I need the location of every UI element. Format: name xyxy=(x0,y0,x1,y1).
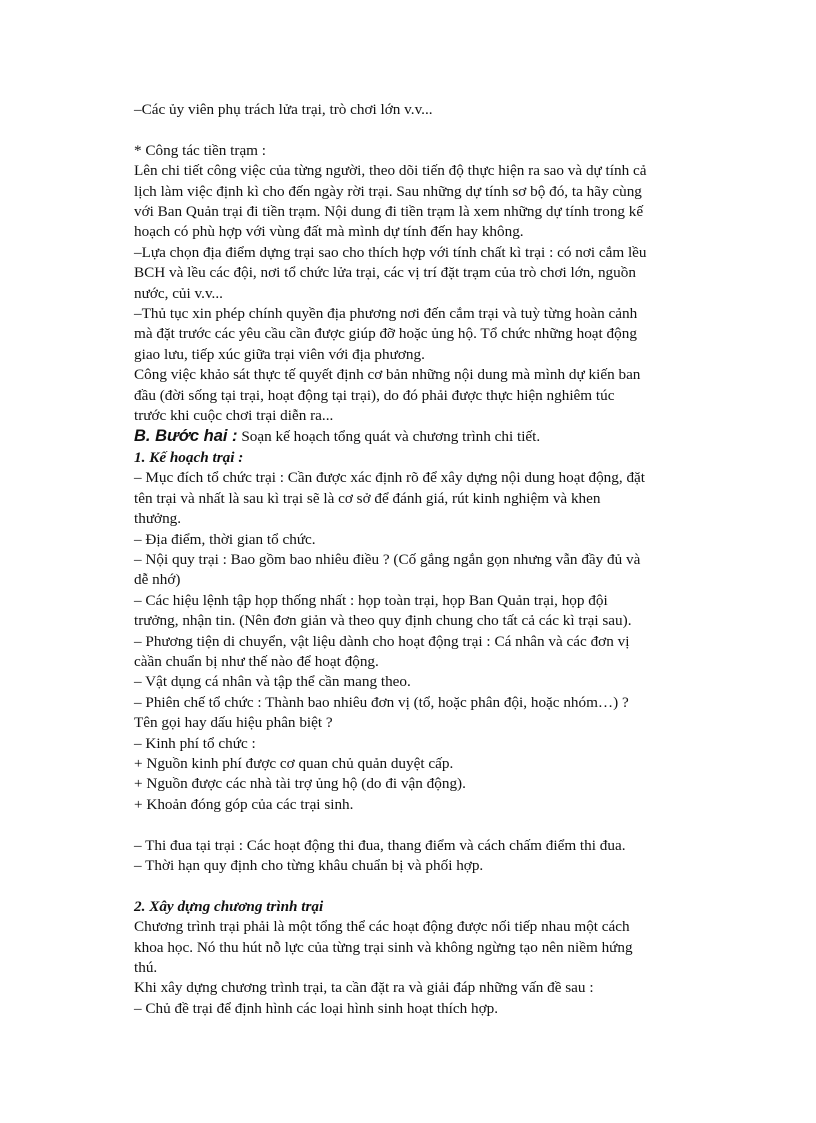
step-heading-label: B. Bước hai : xyxy=(134,427,238,446)
text-line: Chương trình trại phải là một tổng thể các hoạt động được nối tiếp nhau một cách xyxy=(134,918,630,936)
text-line: Lên chi tiết công việc của từng người, theo dõi tiến độ thực hiện ra sao và dự tính cả xyxy=(134,162,647,180)
text-line: + Nguồn kinh phí được cơ quan chủ quản duyệt cấp. xyxy=(134,754,454,772)
document-page xyxy=(134,100,694,1019)
text-line: dễ nhớ) xyxy=(134,571,181,589)
text-line: mà đặt trước các yêu cầu cần được giúp đỡ hoặc ủng hộ. Tổ chức những hoạt động xyxy=(134,325,637,343)
text-line: – Phương tiện di chuyển, vật liệu dành cho hoạt động trại : Cá nhân và các đơn vị xyxy=(134,632,630,650)
text-line: với Ban Quản trại đi tiền trạm. Nội dung đi tiền trạm là xem những dự tính trong kế xyxy=(134,203,644,221)
text-line: – Địa điểm, thời gian tổ chức. xyxy=(134,530,316,548)
subsection-heading: 1. Kế hoạch trại : xyxy=(134,448,244,466)
text-line: + Nguồn được các nhà tài trợ ủng hộ (do đi vận động). xyxy=(134,775,466,793)
text-line: đầu (đời sống tại trại, hoạt động tại trại), do đó phải được thực hiện nghiêm túc xyxy=(134,386,615,404)
step-heading-text: Soạn kế hoạch tổng quát và chương trình chi tiết. xyxy=(237,428,541,446)
text-line: hoạch có phù hợp với vùng đất mà mình dự tính đến hay không. xyxy=(134,223,524,241)
text-line: càần chuẩn bị như thế nào để hoạt động. xyxy=(134,652,379,670)
text-line: – Thi đua tại trại : Các hoạt động thi đua, thang điểm và cách chấm điểm thi đua. xyxy=(134,836,626,854)
text-line: lịch làm việc định kì cho đến ngày rời trại. Sau những dự tính sơ bộ đó, ta hãy cùng xyxy=(134,182,642,200)
section-heading: * Công tác tiền trạm : xyxy=(134,141,267,159)
blank-line xyxy=(134,876,694,896)
text-line: –Các ủy viên phụ trách lửa trại, trò chơi lớn v.v... xyxy=(134,101,433,118)
text-line: – Các hiệu lệnh tập họp thống nhất : họp toàn trại, họp Ban Quản trại, họp đội xyxy=(134,591,608,609)
blank-line xyxy=(134,120,694,140)
text-line: – Vật dụng cá nhân và tập thể cần mang theo. xyxy=(134,673,411,691)
text-line: – Kinh phí tổ chức : xyxy=(134,734,256,752)
text-line: Khi xây dựng chương trình trại, ta cần đặt ra và giải đáp những vấn đề sau : xyxy=(134,979,594,997)
text-line: trưởng, nhận tin. (Nên đơn giản và theo quy định chung cho tất cả các kì trại sau). xyxy=(134,612,632,630)
text-line: – Phiên chế tổ chức : Thành bao nhiêu đơn vị (tổ, hoặc phân đội, hoặc nhóm…) ? xyxy=(134,693,629,711)
text-line: – Chủ đề trại để định hình các loại hình sinh hoạt thích hợp. xyxy=(134,999,499,1017)
text-line: nước, củi v.v... xyxy=(134,284,223,302)
text-line: – Thời hạn quy định cho từng khâu chuẩn bị và phối hợp. xyxy=(134,857,484,874)
text-line: Tên gọi hay dấu hiệu phân biệt ? xyxy=(134,714,333,732)
text-line: – Mục đích tổ chức trại : Cần được xác định rõ để xây dựng nội dung hoạt động, đặt xyxy=(134,469,646,487)
text-line: – Nội quy trại : Bao gồm bao nhiêu điều ? (Cố gắng ngắn gọn nhưng vẫn đầy đủ và xyxy=(134,550,641,568)
text-line: trước khi cuộc chơi trại diễn ra... xyxy=(134,407,334,425)
text-line: thưởng. xyxy=(134,510,182,528)
text-line: Công việc khảo sát thực tế quyết định cơ bản những nội dung mà mình dự kiến ban xyxy=(134,366,641,384)
text-line: + Khoản đóng góp của các trại sinh. xyxy=(134,795,354,813)
text-line: khoa học. Nó thu hút nỗ lực của từng trại sinh và không ngừng tạo nên niềm hứng xyxy=(134,938,633,956)
subsection-heading: 2. Xây dựng chương trình trại xyxy=(134,897,324,915)
text-line: –Thủ tục xin phép chính quyền địa phương nơi đến cắm trại và tuỳ từng hoàn cảnh xyxy=(134,305,638,323)
step-heading xyxy=(134,426,694,447)
text-line: tên trại và nhất là sau kì trại sẽ là cơ sở để đánh giá, rút kinh nghiệm và khen xyxy=(134,489,601,507)
text-line: giao lưu, tiếp xúc giữa trại viên với địa phương. xyxy=(134,345,425,363)
text-line: thú. xyxy=(134,959,158,977)
text-line: BCH và lều các đội, nơi tổ chức lửa trại, các vị trí đặt trạm của trò chơi lớn, nguồn xyxy=(134,264,636,282)
text-line: –Lựa chọn địa điểm dựng trại sao cho thích hợp với tính chất kì trại : có nơi cắm lều xyxy=(134,243,647,261)
blank-line xyxy=(134,815,694,835)
